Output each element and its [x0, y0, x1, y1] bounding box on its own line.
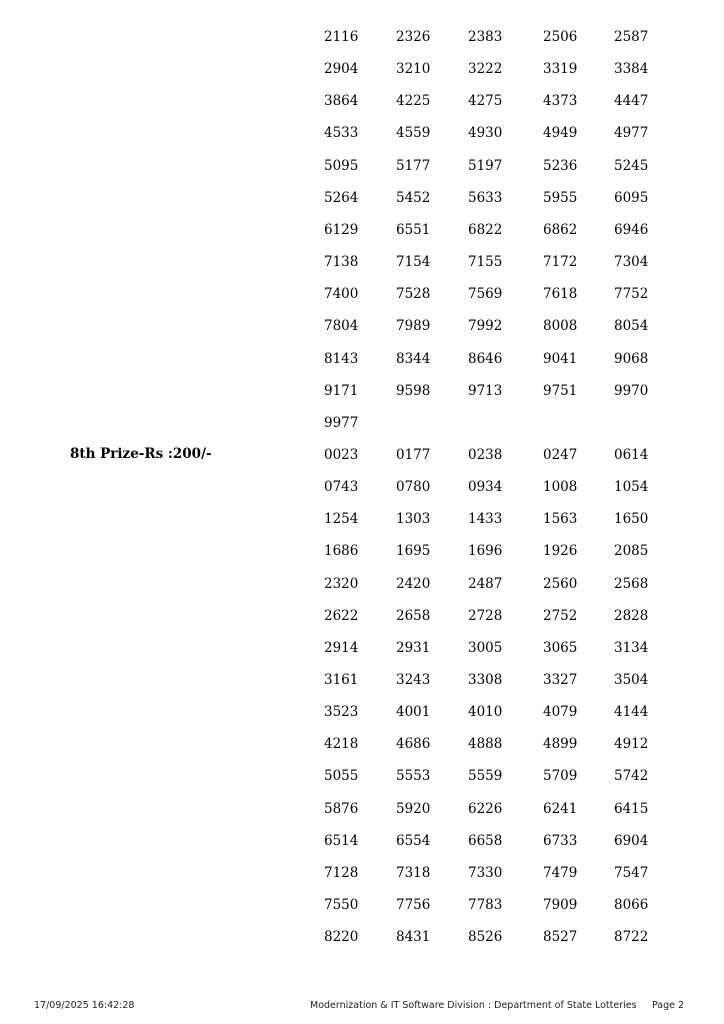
- ticket-number: 4899: [543, 736, 578, 752]
- ticket-number: 2728: [468, 608, 503, 624]
- ticket-number: 4079: [543, 704, 578, 720]
- eighth-prize-row: [0, 702, 724, 722]
- ticket-number: 2914: [324, 640, 359, 656]
- eighth-prize-row: [0, 831, 724, 851]
- ticket-number: 9041: [543, 351, 578, 367]
- eighth-prize-row: [0, 863, 724, 883]
- ticket-number: 1433: [468, 511, 503, 527]
- ticket-number: 4686: [396, 736, 431, 752]
- ticket-number: 2320: [324, 576, 359, 592]
- ticket-number: 8143: [324, 351, 359, 367]
- ticket-number: 4930: [468, 125, 503, 141]
- ticket-number: 8527: [543, 929, 578, 945]
- ticket-number: 7756: [396, 897, 431, 913]
- ticket-number: 7400: [324, 286, 359, 302]
- ticket-number: 2116: [324, 29, 359, 45]
- ticket-number: 7155: [468, 254, 503, 270]
- ticket-number: 7128: [324, 865, 359, 881]
- ticket-number: 0743: [324, 479, 359, 495]
- ticket-number: 2420: [396, 576, 431, 592]
- ticket-number: 2904: [324, 61, 359, 77]
- seventh-prize-row: [0, 284, 724, 304]
- ticket-number: 5055: [324, 768, 359, 784]
- eighth-prize-row: [0, 734, 724, 754]
- ticket-number: 4949: [543, 125, 578, 141]
- ticket-number: 9970: [614, 383, 649, 399]
- footer-timestamp: 17/09/2025 16:42:28: [34, 1000, 135, 1011]
- seventh-prize-row: [0, 413, 724, 433]
- ticket-number: 3134: [614, 640, 649, 656]
- ticket-number: 3504: [614, 672, 649, 688]
- seventh-prize-row: [0, 252, 724, 272]
- seventh-prize-row: [0, 220, 724, 240]
- ticket-number: 2506: [543, 29, 578, 45]
- ticket-number: 4912: [614, 736, 649, 752]
- ticket-number: 7304: [614, 254, 649, 270]
- ticket-number: 5264: [324, 190, 359, 206]
- eighth-prize-row: [0, 895, 724, 915]
- ticket-number: 6733: [543, 833, 578, 849]
- ticket-number: 2622: [324, 608, 359, 624]
- ticket-number: 2560: [543, 576, 578, 592]
- ticket-number: 6862: [543, 222, 578, 238]
- ticket-number: 9598: [396, 383, 431, 399]
- ticket-number: 5553: [396, 768, 431, 784]
- ticket-number: 6946: [614, 222, 649, 238]
- ticket-number: 3243: [396, 672, 431, 688]
- ticket-number: 1650: [614, 511, 649, 527]
- ticket-number: 5197: [468, 158, 503, 174]
- seventh-prize-row: [0, 316, 724, 336]
- ticket-number: 7154: [396, 254, 431, 270]
- ticket-number: 7992: [468, 318, 503, 334]
- footer-page-number: Page 2: [652, 1000, 685, 1011]
- ticket-number: 4225: [396, 93, 431, 109]
- ticket-number: 0780: [396, 479, 431, 495]
- ticket-number: 2568: [614, 576, 649, 592]
- ticket-number: 3308: [468, 672, 503, 688]
- ticket-number: 6129: [324, 222, 359, 238]
- ticket-number: 8431: [396, 929, 431, 945]
- ticket-number: 4373: [543, 93, 578, 109]
- ticket-number: 2587: [614, 29, 649, 45]
- ticket-number: 7783: [468, 897, 503, 913]
- ticket-number: 4888: [468, 736, 503, 752]
- ticket-number: 6658: [468, 833, 503, 849]
- ticket-number: 7479: [543, 865, 578, 881]
- ticket-number: 3210: [396, 61, 431, 77]
- ticket-number: 2383: [468, 29, 503, 45]
- ticket-number: 5633: [468, 190, 503, 206]
- eighth-prize-row: [0, 477, 724, 497]
- ticket-number: 6551: [396, 222, 431, 238]
- ticket-number: 0247: [543, 447, 578, 463]
- ticket-number: 3327: [543, 672, 578, 688]
- ticket-number: 9068: [614, 351, 649, 367]
- ticket-number: 0614: [614, 447, 649, 463]
- ticket-number: 6822: [468, 222, 503, 238]
- ticket-number: 6415: [614, 801, 649, 817]
- ticket-number: 9171: [324, 383, 359, 399]
- ticket-number: 5876: [324, 801, 359, 817]
- ticket-number: 8220: [324, 929, 359, 945]
- ticket-number: 9751: [543, 383, 578, 399]
- ticket-number: 1563: [543, 511, 578, 527]
- ticket-number: 5236: [543, 158, 578, 174]
- ticket-number: 1695: [396, 543, 431, 559]
- ticket-number: 8646: [468, 351, 503, 367]
- ticket-number: 6514: [324, 833, 359, 849]
- ticket-number: 5177: [396, 158, 431, 174]
- ticket-number: 9977: [324, 415, 359, 431]
- seventh-prize-row: [0, 59, 724, 79]
- ticket-number: 1303: [396, 511, 431, 527]
- ticket-number: 2326: [396, 29, 431, 45]
- ticket-number: 4977: [614, 125, 649, 141]
- ticket-number: 5095: [324, 158, 359, 174]
- ticket-number: 4275: [468, 93, 503, 109]
- ticket-number: 1054: [614, 479, 649, 495]
- ticket-number: 6554: [396, 833, 431, 849]
- eighth-prize-row: [0, 766, 724, 786]
- ticket-number: 7989: [396, 318, 431, 334]
- ticket-number: 7550: [324, 897, 359, 913]
- eighth-prize-row: [0, 927, 724, 947]
- eighth-prize-label: 8th Prize-Rs :200/-: [70, 446, 212, 462]
- seventh-prize-row: [0, 156, 724, 176]
- ticket-number: 5452: [396, 190, 431, 206]
- ticket-number: 0934: [468, 479, 503, 495]
- ticket-number: 6241: [543, 801, 578, 817]
- eighth-prize-row: [0, 638, 724, 658]
- ticket-number: 3523: [324, 704, 359, 720]
- ticket-number: 0177: [396, 447, 431, 463]
- eighth-prize-row: [0, 799, 724, 819]
- ticket-number: 1686: [324, 543, 359, 559]
- footer-division: Modernization & IT Software Division : Department of State Lotteries: [310, 1000, 637, 1011]
- ticket-number: 7318: [396, 865, 431, 881]
- ticket-number: 0023: [324, 447, 359, 463]
- ticket-number: 7804: [324, 318, 359, 334]
- ticket-number: 7752: [614, 286, 649, 302]
- ticket-number: 3319: [543, 61, 578, 77]
- ticket-number: 3005: [468, 640, 503, 656]
- ticket-number: 2085: [614, 543, 649, 559]
- ticket-number: 8054: [614, 318, 649, 334]
- ticket-number: 2828: [614, 608, 649, 624]
- ticket-number: 5245: [614, 158, 649, 174]
- ticket-number: 4559: [396, 125, 431, 141]
- eighth-prize-row: [0, 670, 724, 690]
- ticket-number: 2931: [396, 640, 431, 656]
- ticket-number: 4447: [614, 93, 649, 109]
- ticket-number: 8344: [396, 351, 431, 367]
- ticket-number: 8722: [614, 929, 649, 945]
- ticket-number: 5709: [543, 768, 578, 784]
- eighth-prize-row: [0, 606, 724, 626]
- ticket-number: 8008: [543, 318, 578, 334]
- ticket-number: 4533: [324, 125, 359, 141]
- eighth-prize-row: [0, 509, 724, 529]
- ticket-number: 7618: [543, 286, 578, 302]
- ticket-number: 7330: [468, 865, 503, 881]
- seventh-prize-row: [0, 381, 724, 401]
- ticket-number: 7138: [324, 254, 359, 270]
- ticket-number: 4144: [614, 704, 649, 720]
- ticket-number: 5955: [543, 190, 578, 206]
- ticket-number: 6095: [614, 190, 649, 206]
- ticket-number: 1926: [543, 543, 578, 559]
- eighth-prize-row: [0, 574, 724, 594]
- ticket-number: 6904: [614, 833, 649, 849]
- ticket-number: 7172: [543, 254, 578, 270]
- ticket-number: 3384: [614, 61, 649, 77]
- ticket-number: 5920: [396, 801, 431, 817]
- ticket-number: 4010: [468, 704, 503, 720]
- seventh-prize-row: [0, 188, 724, 208]
- ticket-number: 1008: [543, 479, 578, 495]
- ticket-number: 5559: [468, 768, 503, 784]
- seventh-prize-row: [0, 349, 724, 369]
- ticket-number: 7547: [614, 865, 649, 881]
- ticket-number: 2658: [396, 608, 431, 624]
- ticket-number: 2487: [468, 576, 503, 592]
- ticket-number: 7909: [543, 897, 578, 913]
- ticket-number: 3161: [324, 672, 359, 688]
- ticket-number: 0238: [468, 447, 503, 463]
- ticket-number: 8526: [468, 929, 503, 945]
- ticket-number: 3222: [468, 61, 503, 77]
- seventh-prize-row: [0, 27, 724, 47]
- ticket-number: 2752: [543, 608, 578, 624]
- seventh-prize-row: [0, 123, 724, 143]
- ticket-number: 3065: [543, 640, 578, 656]
- seventh-prize-row: [0, 91, 724, 111]
- ticket-number: 7569: [468, 286, 503, 302]
- ticket-number: 6226: [468, 801, 503, 817]
- ticket-number: 7528: [396, 286, 431, 302]
- ticket-number: 1696: [468, 543, 503, 559]
- ticket-number: 9713: [468, 383, 503, 399]
- ticket-number: 3864: [324, 93, 359, 109]
- ticket-number: 8066: [614, 897, 649, 913]
- ticket-number: 4218: [324, 736, 359, 752]
- ticket-number: 4001: [396, 704, 431, 720]
- ticket-number: 1254: [324, 511, 359, 527]
- ticket-number: 5742: [614, 768, 649, 784]
- eighth-prize-row: [0, 541, 724, 561]
